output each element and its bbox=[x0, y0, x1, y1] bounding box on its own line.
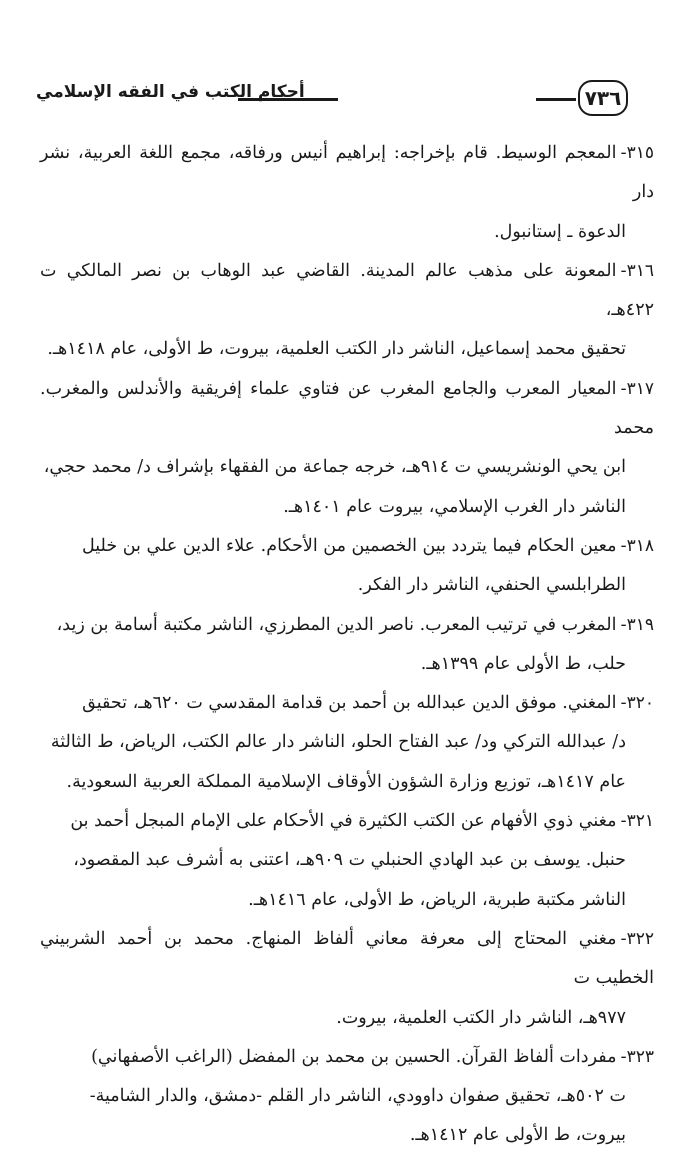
bibliography-entry bbox=[40, 252, 654, 370]
entry-number: ٣١٩- bbox=[620, 614, 654, 635]
entry-line bbox=[40, 606, 654, 645]
entry-line bbox=[40, 1116, 654, 1155]
entry-line bbox=[40, 1038, 654, 1077]
entry-number: ٣٢٢- bbox=[620, 928, 654, 949]
entry-number: ٣٢٣- bbox=[620, 1046, 654, 1067]
bibliography-entry bbox=[40, 370, 654, 527]
entry-text: الناشر دار الغرب الإسلامي، بيروت عام ١٤٠١هـ. bbox=[283, 496, 626, 517]
entry-line bbox=[40, 566, 654, 605]
entry-text: مغني ذوي الأفهام عن الكتب الكثيرة في الأحكام على الإمام المبجل أحمد بن bbox=[70, 811, 617, 832]
entry-number: ٣١٧- bbox=[620, 378, 654, 399]
entry-text: المغني. موفق الدين عبدالله بن أحمد بن قدامة المقدسي ت ٦٢٠هـ، تحقيق bbox=[82, 693, 617, 714]
entry-text: معين الحكام فيما يتردد بين الخصمين من الأحكام. علاء الدين علي بن خليل bbox=[82, 535, 617, 556]
entry-number: ٣١٦- bbox=[620, 260, 654, 281]
entry-line bbox=[40, 999, 654, 1038]
entry-line bbox=[40, 488, 654, 527]
entry-text: بيروت، ط الأولى عام ١٤١٢هـ. bbox=[409, 1125, 626, 1146]
entry-text: ٩٧٧هـ، الناشر دار الكتب العلمية، بيروت. bbox=[336, 1007, 626, 1028]
running-header bbox=[36, 80, 628, 116]
entry-text: ابن يحي الونشريسي ت ٩١٤هـ، خرجه جماعة من الفقهاء بإشراف د/ محمد حجي، bbox=[43, 457, 626, 478]
entry-text: تحقيق محمد إسماعيل، الناشر دار الكتب العلمية، بيروت، ط الأولى، عام ١٤١٨هـ. bbox=[47, 339, 626, 360]
bibliography-entry bbox=[40, 684, 654, 802]
entry-text: مغني المحتاج إلى معرفة معاني ألفاظ المنهاج. محمد بن أحمد الشربيني الخطيب ت bbox=[40, 928, 654, 989]
entry-line bbox=[40, 370, 654, 449]
book-title: أحكام الكتب في الفقه الإسلامي bbox=[36, 82, 305, 102]
bibliography-list bbox=[40, 134, 654, 1156]
entry-line bbox=[40, 527, 654, 566]
entry-text: الدعوة ـ إستانبول. bbox=[494, 221, 626, 242]
entry-text: حلب، ط الأولى عام ١٣٩٩هـ. bbox=[420, 653, 626, 674]
bibliography-entry bbox=[40, 802, 654, 920]
entry-line bbox=[40, 1077, 654, 1116]
entry-text: حنبل. يوسف بن عبد الهادي الحنبلي ت ٩٠٩هـ، اعتنى به أشرف عبد المقصود، bbox=[73, 850, 626, 871]
entry-text: المغرب في ترتيب المعرب. ناصر الدين المطرزي، الناشر مكتبة أسامة بن زيد، bbox=[56, 614, 617, 635]
bibliography-entry bbox=[40, 134, 654, 252]
entry-number: ٣١٨- bbox=[620, 535, 654, 556]
entry-text: ت ٥٠٢هـ، تحقيق صفوان داوودي، الناشر دار القلم -دمشق، والدار الشامية- bbox=[89, 1086, 626, 1107]
entry-line bbox=[40, 448, 654, 487]
entry-text: د/ عبدالله التركي ود/ عبد الفتاح الحلو، الناشر دار عالم الكتب، الرياض، ط الثالثة bbox=[50, 732, 626, 753]
entry-line bbox=[40, 134, 654, 213]
header-rule bbox=[536, 98, 576, 101]
entry-line bbox=[40, 645, 654, 684]
entry-text: الناشر مكتبة طبرية، الرياض، ط الأولى، عام ١٤١٦هـ. bbox=[248, 889, 626, 910]
entry-line bbox=[40, 330, 654, 369]
entry-line bbox=[40, 802, 654, 841]
page-number: ٧٣٦ bbox=[578, 80, 628, 116]
entry-line bbox=[40, 213, 654, 252]
entry-line bbox=[40, 920, 654, 999]
entry-text: عام ١٤١٧هـ، توزيع وزارة الشؤون الأوقاف الإسلامية المملكة العربية السعودية. bbox=[66, 771, 626, 792]
entry-line bbox=[40, 763, 654, 802]
entry-number: ٣٢٠- bbox=[620, 693, 654, 714]
entry-number: ٣٢١- bbox=[620, 811, 654, 832]
bibliography-entry bbox=[40, 527, 654, 606]
entry-line bbox=[40, 684, 654, 723]
bibliography-entry bbox=[40, 1038, 654, 1156]
entry-text: الطرابلسي الحنفي، الناشر دار الفكر. bbox=[357, 575, 626, 596]
entry-line bbox=[40, 881, 654, 920]
entry-text: المعجم الوسيط. قام بإخراجه: إبراهيم أنيس ورفاقه، مجمع اللغة العربية، نشر دار bbox=[40, 143, 654, 203]
bibliography-entry bbox=[40, 920, 654, 1038]
entry-text: المعيار المعرب والجامع المغرب عن فتاوي علماء إفريقية والأندلس والمغرب. محمد bbox=[40, 378, 654, 439]
entry-number: ٣١٥- bbox=[620, 143, 654, 163]
entry-line bbox=[40, 252, 654, 331]
entry-line bbox=[40, 723, 654, 762]
entry-text: المعونة على مذهب عالم المدينة. القاضي عبد الوهاب بن نصر المالكي ت ٤٢٢هـ، bbox=[40, 260, 654, 321]
entry-text: مفردات ألفاظ القرآن. الحسين بن محمد بن المفضل (الراغب الأصفهاني) bbox=[91, 1046, 617, 1067]
entry-line bbox=[40, 841, 654, 880]
bibliography-entry bbox=[40, 606, 654, 685]
